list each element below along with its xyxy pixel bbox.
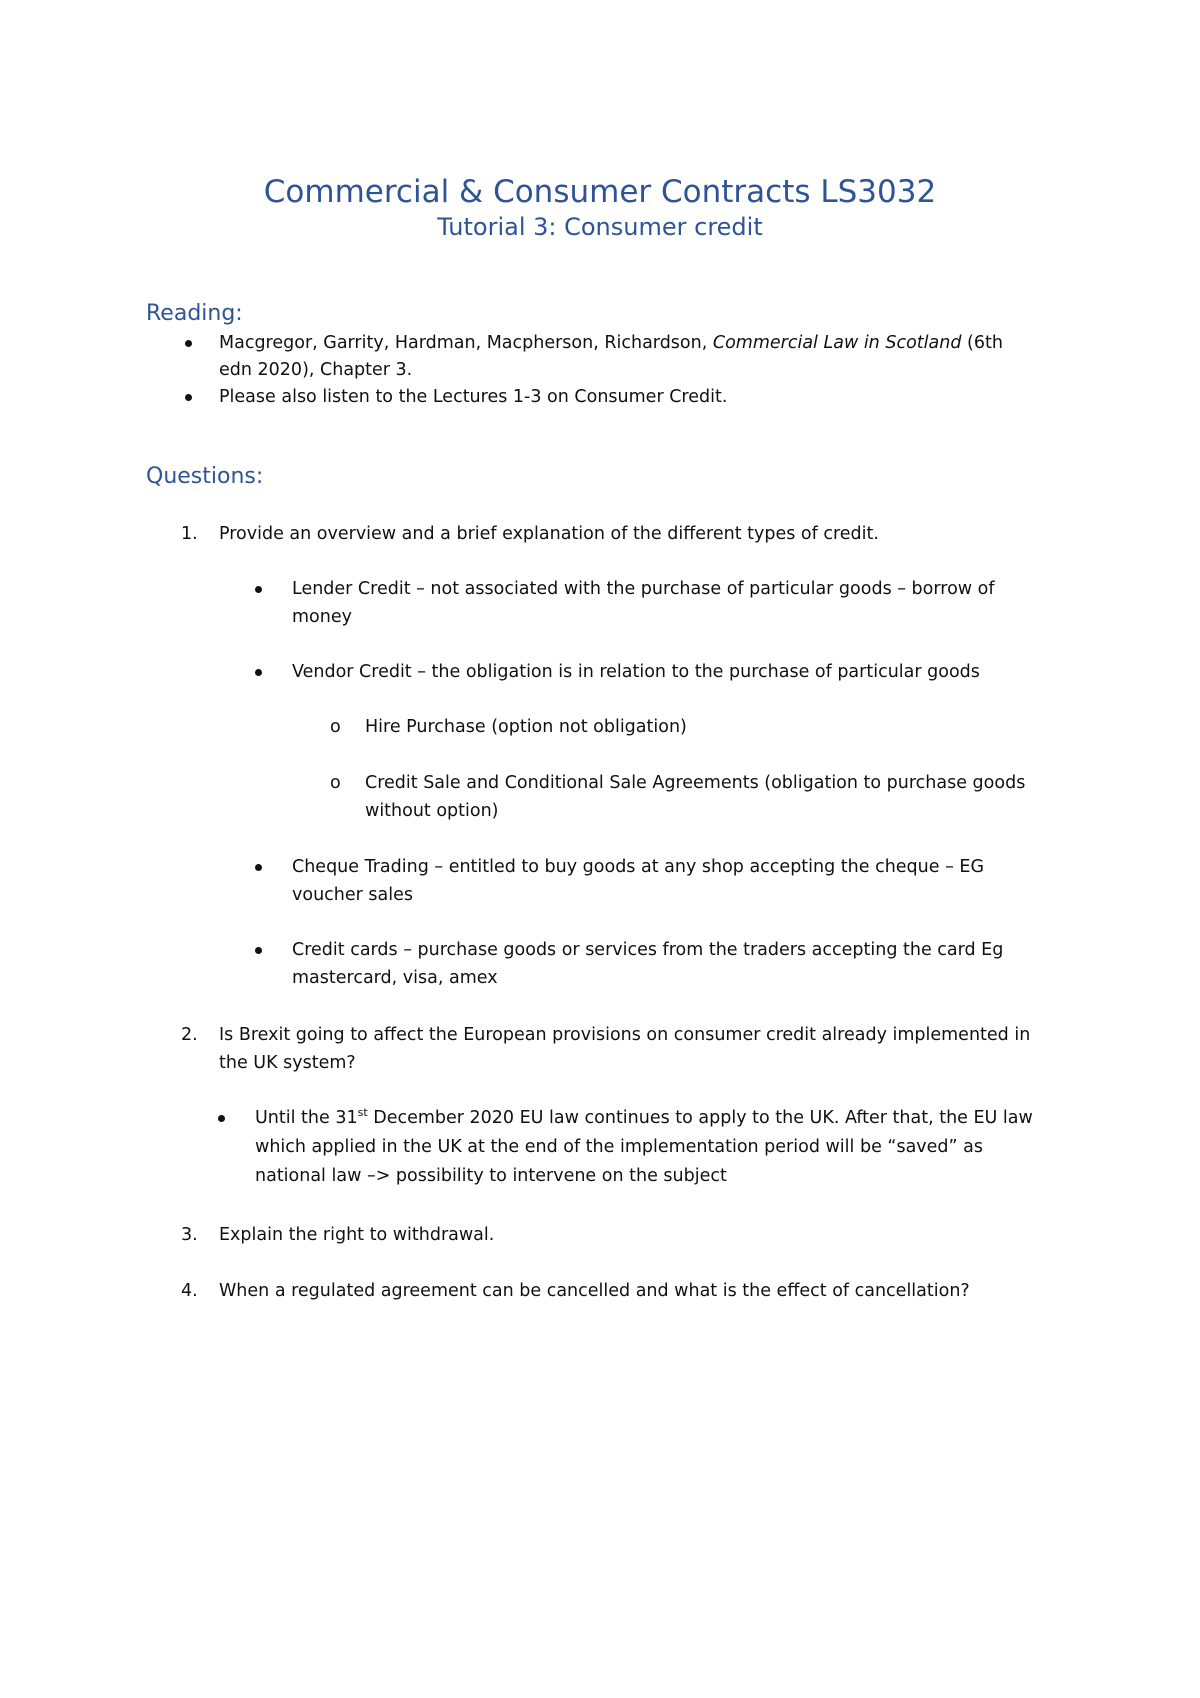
credit-sale-line-2: without option) — [365, 801, 499, 821]
reading-heading: Reading: — [146, 301, 243, 326]
reading-item-1-book-title: Commercial Law in Scotland — [712, 333, 962, 353]
bullet-icon — [255, 947, 262, 954]
ordinal-suffix: st — [357, 1106, 368, 1120]
question-2-line-2: the UK system? — [219, 1053, 356, 1073]
bullet-icon — [255, 586, 262, 593]
document-title: Commercial & Consumer Contracts LS3032 — [263, 174, 937, 210]
bullet-icon — [185, 340, 192, 347]
sub-bullet-marker: o — [330, 773, 341, 793]
hire-purchase: Hire Purchase (option not obligation) — [365, 717, 687, 737]
brexit-answer-line-3: national law –> possibility to intervene on the subject — [255, 1166, 727, 1186]
bullet-icon — [185, 394, 192, 401]
brexit-answer-date-prefix: Until the 31 — [255, 1108, 358, 1128]
brexit-answer-rest: December 2020 EU law continues to apply to the UK. After that, the EU law — [367, 1108, 1033, 1128]
bullet-icon — [255, 864, 262, 871]
reading-item-1-edition: (6th — [961, 333, 1003, 353]
question-1-text: Provide an overview and a brief explanation of the different types of credit. — [219, 524, 879, 544]
brexit-answer-line-2: which applied in the UK at the end of the implementation period will be “saved” as — [255, 1137, 984, 1157]
credit-sale-line-1: Credit Sale and Conditional Sale Agreements (obligation to purchase goods — [365, 773, 1026, 793]
question-2-line-1: Is Brexit going to affect the European provisions on consumer credit already implemented in — [219, 1025, 1031, 1045]
vendor-credit: Vendor Credit – the obligation is in relation to the purchase of particular goods — [292, 662, 980, 682]
bullet-icon — [255, 669, 262, 676]
question-3-text: Explain the right to withdrawal. — [219, 1225, 495, 1245]
lender-credit-line-2: money — [292, 607, 352, 627]
bullet-icon — [218, 1115, 225, 1122]
reading-item-1-line-1 — [219, 330, 1003, 358]
questions-heading: Questions: — [146, 464, 264, 489]
lender-credit-line-1: Lender Credit – not associated with the purchase of particular goods – borrow of — [292, 579, 995, 599]
question-4-text: When a regulated agreement can be cancelled and what is the effect of cancellation? — [219, 1281, 970, 1301]
cheque-trading-line-2: voucher sales — [292, 885, 413, 905]
document-subtitle: Tutorial 3: Consumer credit — [437, 213, 763, 241]
question-2-number: 2. — [181, 1025, 198, 1045]
credit-cards-line-2: mastercard, visa, amex — [292, 968, 498, 988]
question-3-number: 3. — [181, 1225, 198, 1245]
reading-item-2: Please also listen to the Lectures 1-3 on Consumer Credit. — [219, 387, 728, 407]
question-1-number: 1. — [181, 524, 198, 544]
sub-bullet-marker: o — [330, 717, 341, 737]
credit-cards-line-1: Credit cards – purchase goods or services from the traders accepting the card Eg — [292, 940, 1004, 960]
cheque-trading-line-1: Cheque Trading – entitled to buy goods at any shop accepting the cheque – EG — [292, 857, 985, 877]
reading-item-1-authors: Macgregor, Garrity, Hardman, Macpherson, Richardson, — [219, 333, 713, 353]
brexit-answer-line-1 — [255, 1105, 1033, 1133]
reading-item-1-line-2: edn 2020), Chapter 3. — [219, 360, 413, 380]
question-4-number: 4. — [181, 1281, 198, 1301]
